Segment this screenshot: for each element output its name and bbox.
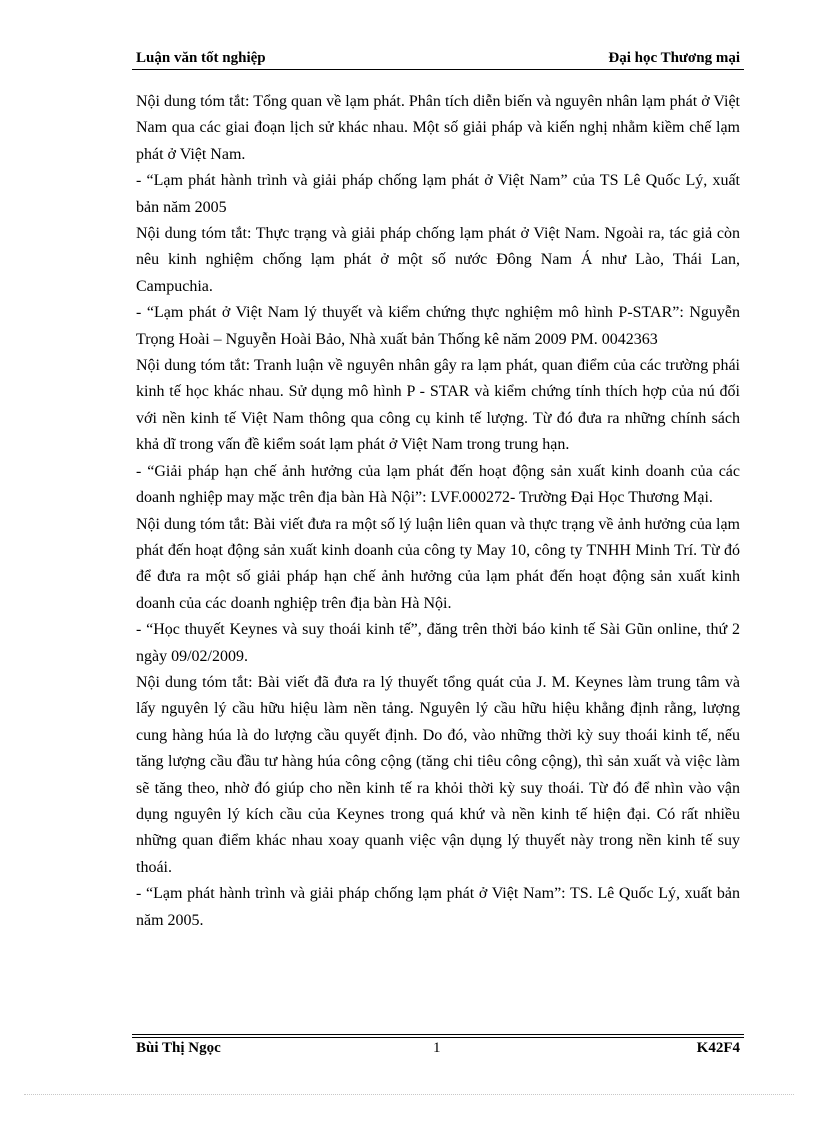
page-number: 1 — [433, 1040, 441, 1056]
document-body — [136, 89, 740, 934]
paragraph-reference-3: - “Giải pháp hạn chế ảnh hưởng của lạm phát đến hoạt động sản xuất kinh doanh của các doanh nghiệp may mặc trên địa bàn Hà Nội”: LVF.000272- Trường Đại Học Thương Mại. — [136, 462, 740, 507]
header-university-label: Đại học Thương mại — [608, 50, 740, 66]
header-thesis-label: Luận văn tốt nghiệp — [136, 50, 266, 66]
page-header — [136, 48, 740, 70]
footer-author: Bùi Thị Ngọc — [136, 1040, 221, 1056]
paragraph-reference-5: - “Lạm phát hành trình và giải pháp chống lạm phát ở Việt Nam”: TS. Lê Quốc Lý, xuất bản năm 2005. — [136, 885, 740, 929]
footer-class-code: K42F4 — [696, 1040, 740, 1056]
footer-rule-top — [132, 1034, 744, 1035]
paragraph-summary-2: Nội dung tóm tắt: Thực trạng và giải pháp chống lạm phát ở Việt Nam. Ngoài ra, tác giả còn nêu kinh nghiệm chống lạm phát ở một số nước Đông Nam Á như Lào, Thái Lan, Campuchia. — [136, 225, 740, 295]
header-rule — [132, 69, 744, 70]
paragraph-reference-4: - “Học thuyết Keynes và suy thoái kinh tế”, đăng trên thời báo kinh tế Sài Gũn online, thứ 2 ngày 09/02/2009. — [136, 621, 740, 665]
paragraph-summary-4: Nội dung tóm tắt: Bài viết đưa ra một số lý luận liên quan và thực trạng về ảnh hưởng của lạm phát đến hoạt động sản xuất kinh doanh của công ty May 10, công ty TNHH Minh Trí. Từ đó để đưa ra một số giải pháp hạn chế ảnh hưởng của lạm phát đến hoạt động sản xuất kinh doanh của các doanh nghiệp trên địa bàn Hà Nội. — [136, 515, 740, 612]
paragraph-summary-3: Nội dung tóm tắt: Tranh luận về nguyên nhân gây ra lạm phát, quan điểm của các trường phái kinh tế học khác nhau. Sử dụng mô hình P - STAR và kiểm chứng tính thích hợp của nú đối với nền kinh tế Việt Nam thông qua công cụ kinh tế lượng. Từ đó đưa ra những chính sách khả dĩ trong vấn đề kiểm soát lạm phát ở Việt Nam trong trung hạn. — [136, 357, 740, 454]
footer-rule-bottom — [132, 1037, 744, 1038]
paragraph-reference-1: - “Lạm phát hành trình và giải pháp chống lạm phát ở Việt Nam” của TS Lê Quốc Lý, xuất bản năm 2005 — [136, 172, 740, 216]
page-footer — [136, 1040, 740, 1062]
paragraph-reference-2: - “Lạm phát ở Việt Nam lý thuyết và kiểm chứng thực nghiệm mô hình P-STAR”: Nguyễn Trọng Hoài – Nguyễn Hoài Bảo, Nhà xuất bản Thống kê năm 2009 PM. 0042363 — [136, 304, 740, 348]
paragraph-summary-5: Nội dung tóm tắt: Bài viết đã đưa ra lý thuyết tổng quát của J. M. Keynes làm trung tâm và lấy nguyên lý cầu hữu hiệu làm nền tảng. Nguyên lý cầu hữu hiệu khẳng định rằng, lượng cung hàng húa là do lượng cầu quyết định. Do đó, vào những thời kỳ suy thoái kinh tế, nếu tăng lượng cầu đầu tư hàng húa công cộng (tăng chi tiêu công cộng), thì sản xuất và việc làm sẽ tăng theo, nhờ đó giúp cho nền kinh tế ra khỏi thời kỳ suy thoái. Từ đó để nhìn vào vận dụng nguyên lý kích cầu của Keynes trong quá khứ và nền kinh tế hiện đại. Có rất nhiều những quan điểm khác nhau xoay quanh việc vận dụng lý thuyết này trong nền kinh tế suy thoái. — [136, 673, 740, 876]
paragraph-summary-1: Nội dung tóm tắt: Tổng quan về lạm phát. Phân tích diễn biến và nguyên nhân lạm phát ở Việt Nam qua các giai đoạn lịch sử khác nhau. Một số giải pháp và kiến nghị nhằm kiềm chế lạm phát ở Việt Nam. — [136, 93, 740, 163]
page-boundary-dotted-line — [24, 1094, 794, 1095]
